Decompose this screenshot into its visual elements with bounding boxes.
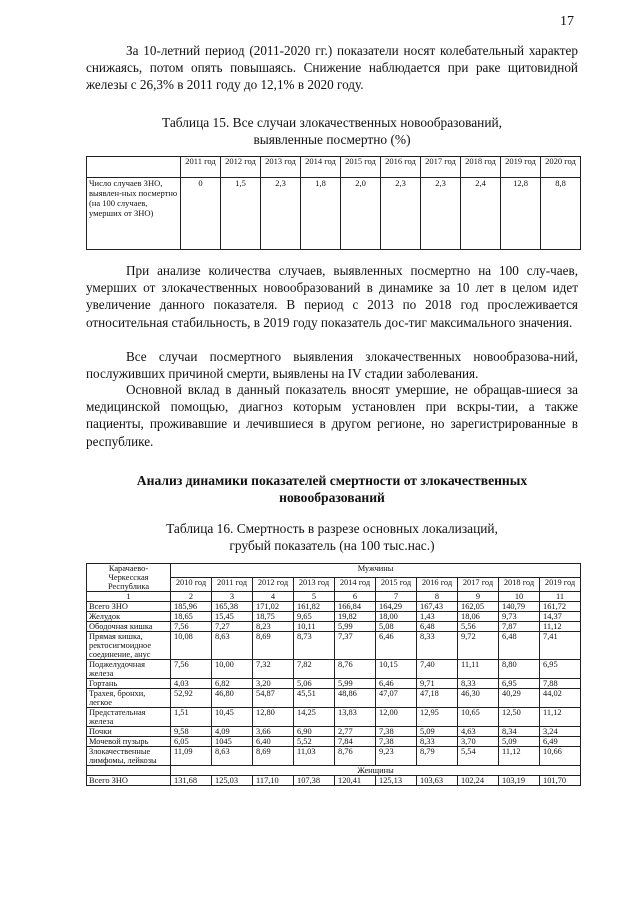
table16-cell: 101,70 (540, 776, 581, 786)
table16-women-row (87, 776, 581, 786)
table15-caption-line1: Таблица 15. Все случаи злокачественных новообразований, (161, 115, 503, 130)
table16-cell: 5,06 (294, 679, 335, 689)
table16-cell: 8,80 (499, 660, 540, 679)
table16-cell: 5,56 (458, 622, 499, 632)
table15-row-label: Число случаев ЗНО, выявлен-ных посмертно (на 100 случаев, умерших от ЗНО) (87, 178, 181, 250)
table16-cell: 11,03 (294, 747, 335, 766)
table16-cell: 7,41 (540, 632, 581, 660)
table16-cell: 125,03 (212, 776, 253, 786)
section-heading-line1: Анализ динамики показателей смертности от злокачественных (136, 473, 528, 488)
table16-cell: 8,76 (335, 747, 376, 766)
table16-cell: 5,99 (335, 679, 376, 689)
table16-men-row (87, 708, 581, 727)
table16-year-header: 2012 год (253, 578, 294, 592)
table16-men-row (87, 632, 581, 660)
table16-cell: 18,75 (253, 612, 294, 622)
table16-year-header: 2019 год (540, 578, 581, 592)
table16-cell: 5,52 (294, 737, 335, 747)
table16-cell: 7,87 (499, 622, 540, 632)
table16-row-label: Поджелудочная железа (87, 660, 171, 679)
table16-cell: 6,46 (376, 679, 417, 689)
page-number: 17 (560, 14, 574, 29)
table16-cell: 9,58 (171, 727, 212, 737)
table16-cell: 10,65 (458, 708, 499, 727)
table15-cell: 1,5 (221, 178, 261, 250)
table16-cell: 7,40 (417, 660, 458, 679)
table16-cell: 167,43 (417, 602, 458, 612)
table16-year-header: 2011 год (212, 578, 253, 592)
table16-women-header-blank (87, 766, 171, 776)
table16-cell: 8,69 (253, 632, 294, 660)
table16-cell: 45,51 (294, 689, 335, 708)
table16-cell: 166,84 (335, 602, 376, 612)
table16-cell: 1,43 (417, 612, 458, 622)
table15-cell: 2,4 (461, 178, 501, 250)
table16-cell: 1,51 (171, 708, 212, 727)
table16-col-number: 6 (335, 592, 376, 602)
table16-year-header: 2014 год (335, 578, 376, 592)
table16-cell: 5,54 (458, 747, 499, 766)
table16-cell: 9,23 (376, 747, 417, 766)
table16-cell: 102,24 (458, 776, 499, 786)
table16-cell: 165,38 (212, 602, 253, 612)
analysis-paragraph: При анализе количества случаев, выявленных посмертно на 100 слу-чаев, умерших от злокачественных новообразований в динамике за 10 лет в целом идет увеличение данного показателя. В период с 2013 по 2018 год прослеживается относительная стабильность, в 2019 году показатель дос-тиг максимального значения. (86, 263, 578, 330)
table16-cell: 14,37 (540, 612, 581, 622)
table16-cell: 12,50 (499, 708, 540, 727)
table15-corner-cell (87, 157, 181, 178)
table16-cell: 18,06 (458, 612, 499, 622)
table16-cell: 8,76 (335, 660, 376, 679)
table16-cell: 12,80 (253, 708, 294, 727)
intro-paragraph: За 10-летний период (2011-2020 гг.) показатели носят колебательный характер снижаясь, потом опять повышаясь. Снижение наблюдается при раке щитовидной железы с 26,3% в 2011 году до 12,1% в 2020 году. (86, 43, 578, 93)
table16-cell: 5,09 (499, 737, 540, 747)
table16-women-header: Женщины (171, 766, 581, 776)
table16-cell: 12,95 (417, 708, 458, 727)
table16-cell: 8,69 (253, 747, 294, 766)
table16-col-number: 2 (171, 592, 212, 602)
table16-col-number-row (87, 592, 581, 602)
table16-cell: 8,33 (417, 737, 458, 747)
table16-cell: 7,82 (294, 660, 335, 679)
table16-col-number: 10 (499, 592, 540, 602)
table15-caption-line2: выявленные посмертно (%) (253, 132, 411, 147)
table16-cell: 8,63 (212, 747, 253, 766)
table16-cell: 19,82 (335, 612, 376, 622)
table15-year-header: 2020 год (541, 157, 581, 178)
table16-cell: 120,41 (335, 776, 376, 786)
table15-year-header: 2012 год (221, 157, 261, 178)
table16-cell: 3,24 (540, 727, 581, 737)
table16-col-number: 7 (376, 592, 417, 602)
table16-cell: 7,56 (171, 622, 212, 632)
table16-row-label: Гортань (87, 679, 171, 689)
table16-row-label: Почки (87, 727, 171, 737)
table15-year-header: 2017 год (421, 157, 461, 178)
table15-year-header: 2018 год (461, 157, 501, 178)
table16-men-row (87, 602, 581, 612)
table16-cell: 10,66 (540, 747, 581, 766)
table16-cell: 44,02 (540, 689, 581, 708)
table16-women-header-row (87, 766, 581, 776)
table16-caption-line1: Таблица 16. Смертность в разрезе основных локализаций, (166, 521, 498, 536)
table16-year-header: 2010 год (171, 578, 212, 592)
table16-cell: 9,73 (499, 612, 540, 622)
table16-men-row (87, 612, 581, 622)
table16-cell: 18,00 (376, 612, 417, 622)
table15-cell: 1,8 (301, 178, 341, 250)
table16-cell: 6,46 (376, 632, 417, 660)
table16-row-label: Всего ЗНО (87, 776, 171, 786)
table16-cell: 9,72 (458, 632, 499, 660)
table16-cell: 3,66 (253, 727, 294, 737)
table15-cell: 2,3 (261, 178, 301, 250)
table16-cell: 15,45 (212, 612, 253, 622)
table16-cell: 103,63 (417, 776, 458, 786)
table16-cell: 10,45 (212, 708, 253, 727)
table15-year-header: 2016 год (381, 157, 421, 178)
table15-year-header: 2015 год (341, 157, 381, 178)
table16-cell: 1045 (212, 737, 253, 747)
table16-year-header: 2016 год (417, 578, 458, 592)
table16-cell: 6,48 (499, 632, 540, 660)
table16-cell: 7,38 (376, 737, 417, 747)
table15-cell: 8,8 (541, 178, 581, 250)
table16-cell: 107,38 (294, 776, 335, 786)
table16-women-rows (87, 776, 581, 786)
table16-cell: 103,19 (499, 776, 540, 786)
table16-cell: 140,79 (499, 602, 540, 612)
table16-cell: 7,37 (335, 632, 376, 660)
table16-row-label: Прямая кишка, ректосигмоидное соединение, анус (87, 632, 171, 660)
table16-cell: 11,09 (171, 747, 212, 766)
table16-cell: 7,88 (540, 679, 581, 689)
table15-year-header: 2011 год (181, 157, 221, 178)
table16-cell: 46,80 (212, 689, 253, 708)
table16-row-label: Трахея, бронхи, легкое (87, 689, 171, 708)
table16-cell: 161,72 (540, 602, 581, 612)
table16-cell: 7,27 (212, 622, 253, 632)
table16-men-row (87, 660, 581, 679)
table16-cell: 11,12 (540, 622, 581, 632)
table16-cell: 6,48 (417, 622, 458, 632)
table16-col-number: 1 (87, 592, 171, 602)
table16-cell: 9,65 (294, 612, 335, 622)
contribution-paragraph: Основной вклад в данный показатель вносят умершие, не обращав-шиеся за медицинской помощью, диагноз которым установлен при вскры-тии, а также пациенты, проживавшие и лечившиеся в другом регионе, но зарегистрированные в республике. (86, 382, 578, 449)
table16-cell: 5,08 (376, 622, 417, 632)
table16-cell: 40,29 (499, 689, 540, 708)
table16-cell: 4,09 (212, 727, 253, 737)
table16-cell: 162,05 (458, 602, 499, 612)
table16-cell: 2,77 (335, 727, 376, 737)
table15-year-header: 2019 год (501, 157, 541, 178)
table15-cell: 2,0 (341, 178, 381, 250)
table16-cell: 131,68 (171, 776, 212, 786)
table16-men-header-row (87, 564, 581, 578)
table16-cell: 6,82 (212, 679, 253, 689)
table16-men-row (87, 622, 581, 632)
table16-cell: 6,95 (540, 660, 581, 679)
table16-cell: 4,63 (458, 727, 499, 737)
table16-cell: 185,96 (171, 602, 212, 612)
table15-year-header: 2014 год (301, 157, 341, 178)
table16-cell: 52,92 (171, 689, 212, 708)
table16-cell: 11,12 (540, 708, 581, 727)
table16-cell: 10,00 (212, 660, 253, 679)
table16-men-row (87, 747, 581, 766)
table16-cell: 8,34 (499, 727, 540, 737)
table15-header-row (87, 157, 581, 178)
table16-cell: 6,05 (171, 737, 212, 747)
table16-row-label: Мочевой пузырь (87, 737, 171, 747)
table16-row-label: Злокачественные лимфомы, лейкозы (87, 747, 171, 766)
table16-men-header: Мужчины (171, 564, 581, 578)
table15-cell: 12,8 (501, 178, 541, 250)
table16-cell: 5,99 (335, 622, 376, 632)
table16-row-label: Всего ЗНО (87, 602, 171, 612)
table16-cell: 12,00 (376, 708, 417, 727)
table16-cell: 7,38 (376, 727, 417, 737)
table16-men-row (87, 689, 581, 708)
table16-cell: 47,07 (376, 689, 417, 708)
table16-cell: 7,32 (253, 660, 294, 679)
table16-cell: 8,79 (417, 747, 458, 766)
table16-cell: 4,03 (171, 679, 212, 689)
table16-caption-line2: грубый показатель (на 100 тыс.нас.) (229, 538, 435, 553)
table16-cell: 47,18 (417, 689, 458, 708)
table16-cell: 5,09 (417, 727, 458, 737)
table16-cell: 171,02 (253, 602, 294, 612)
table16-cell: 11,11 (458, 660, 499, 679)
section-heading (86, 472, 578, 506)
table16-cell: 7,56 (171, 660, 212, 679)
table16-cell: 161,82 (294, 602, 335, 612)
table16-cell: 11,12 (499, 747, 540, 766)
table16-cell: 8,23 (253, 622, 294, 632)
table16-cell: 13,83 (335, 708, 376, 727)
table16-cell: 54,87 (253, 689, 294, 708)
table16-cell: 9,71 (417, 679, 458, 689)
table16-cell: 10,15 (376, 660, 417, 679)
table15-cell: 2,3 (421, 178, 461, 250)
table16-col-number: 5 (294, 592, 335, 602)
table16-cell: 6,40 (253, 737, 294, 747)
table16-cell: 10,11 (294, 622, 335, 632)
table16-cell: 3,70 (458, 737, 499, 747)
table16-year-header: 2013 год (294, 578, 335, 592)
table16-region-header: Карачаево-Черкесская Республика (87, 564, 171, 592)
table16-col-number: 11 (540, 592, 581, 602)
table16-men-row (87, 727, 581, 737)
table16-men-rows (87, 602, 581, 766)
table16-row-label: Предстательная железа (87, 708, 171, 727)
table16-cell: 6,90 (294, 727, 335, 737)
table15-cell: 2,3 (381, 178, 421, 250)
table16-cell: 8,33 (458, 679, 499, 689)
table15-year-header: 2013 год (261, 157, 301, 178)
table16-year-header: 2017 год (458, 578, 499, 592)
table16-cell: 6,95 (499, 679, 540, 689)
table16-col-number: 9 (458, 592, 499, 602)
table15-caption (86, 114, 578, 148)
table16-year-header: 2015 год (376, 578, 417, 592)
all-cases-paragraph: Все случаи посмертного выявления злокачественных новообразова-ний, послуживших причиной смерти, выявлены на IV стадии заболевания. (86, 349, 578, 382)
table16-cell: 164,29 (376, 602, 417, 612)
table16-cell: 8,63 (212, 632, 253, 660)
table16-cell: 117,10 (253, 776, 294, 786)
table16-men-row (87, 679, 581, 689)
table16-cell: 3,20 (253, 679, 294, 689)
table15-posthumous-cases (86, 156, 581, 250)
table16-row-label: Желудок (87, 612, 171, 622)
table16-cell: 46,30 (458, 689, 499, 708)
table15-cell: 0 (181, 178, 221, 250)
table16-cell: 7,84 (335, 737, 376, 747)
table16-cell: 14,25 (294, 708, 335, 727)
table16-cell: 48,86 (335, 689, 376, 708)
table16-cell: 8,33 (417, 632, 458, 660)
table16-men-row (87, 737, 581, 747)
table16-row-label: Ободочная кишка (87, 622, 171, 632)
table16-mortality-by-site (86, 563, 581, 786)
section-heading-line2: новообразований (279, 490, 385, 505)
table16-cell: 125,13 (376, 776, 417, 786)
table16-cell: 18,65 (171, 612, 212, 622)
table16-cell: 8,73 (294, 632, 335, 660)
table16-col-number: 3 (212, 592, 253, 602)
table16-year-header: 2018 год (499, 578, 540, 592)
table16-col-number: 8 (417, 592, 458, 602)
table16-cell: 6,49 (540, 737, 581, 747)
table16-col-number: 4 (253, 592, 294, 602)
table15-data-row (87, 178, 581, 250)
table16-cell: 10,08 (171, 632, 212, 660)
table16-caption (86, 520, 578, 554)
